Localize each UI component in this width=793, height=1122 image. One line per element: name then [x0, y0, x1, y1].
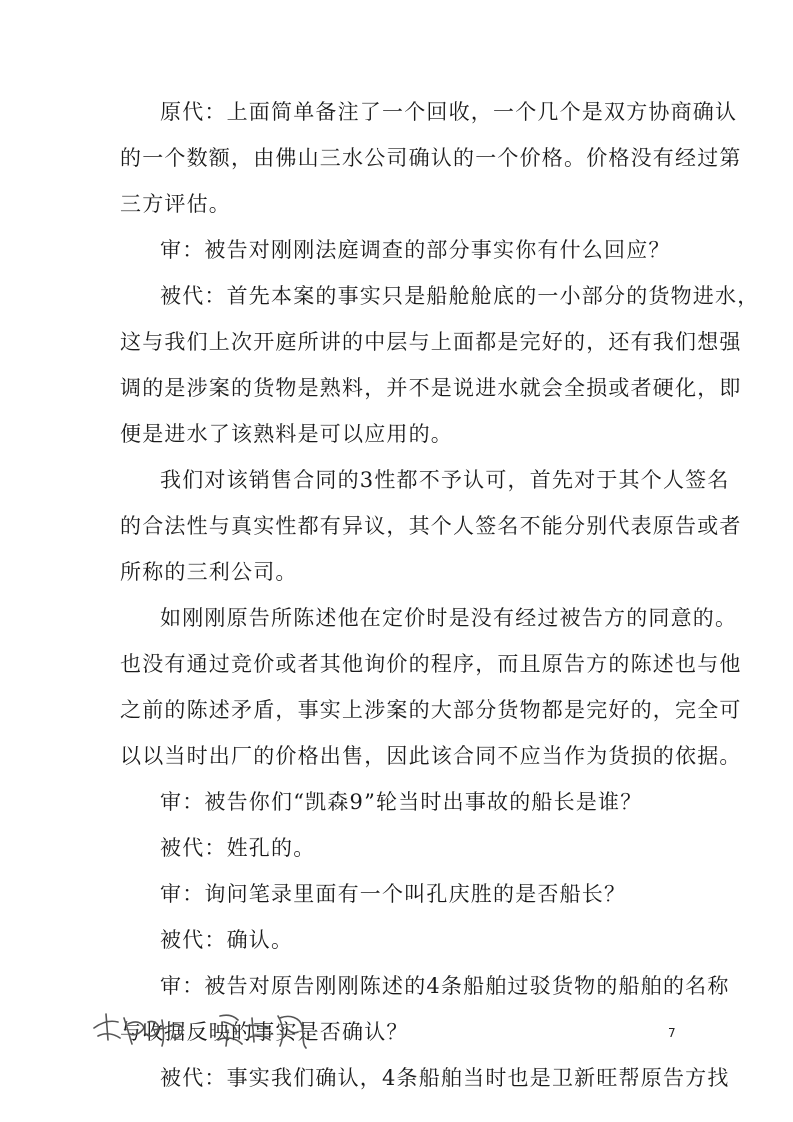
handwritten-signature [88, 1000, 328, 1056]
text-line: 被代：确认。 [160, 928, 294, 952]
text-line: 之前的陈述矛盾，事实上涉案的大部分货物都是完好的，完全可 [120, 698, 742, 722]
text-line: 的一个数额，由佛山三水公司确认的一个价格。价格没有经过第 [120, 146, 742, 170]
text-line: 三方评估。 [120, 192, 231, 216]
text-line: 原代：上面简单备注了一个回收，一个几个是双方协商确认 [160, 100, 738, 124]
text-line: 审：询问笔录里面有一个叫孔庆胜的是否船长？ [160, 882, 627, 906]
text-line: 审：被告对刚刚法庭调查的部分事实你有什么回应？ [160, 238, 671, 262]
text-line: 这与我们上次开庭所讲的中层与上面都是完好的，还有我们想强 [120, 330, 742, 354]
text-line: 调的是涉案的货物是熟料，并不是说进水就会全损或者硬化，即 [120, 376, 742, 400]
text-line: 审：被告对原告刚刚陈述的4条船舶过驳货物的船舶的名称 [160, 974, 730, 998]
text-line: 以以当时出厂的价格出售，因此该合同不应当作为货损的依据。 [120, 744, 742, 768]
page-number: 7 [668, 1026, 676, 1040]
text-line: 便是进水了该熟料是可以应用的。 [120, 422, 453, 446]
text-line: 审：被告你们“凯森9”轮当时出事故的船长是谁？ [160, 790, 643, 814]
text-line: 被代：首先本案的事实只是船舱舱底的一小部分的货物进水， [160, 284, 760, 308]
text-line: 所称的三利公司。 [120, 560, 298, 584]
text-line: 的合法性与真实性都有异议，其个人签名不能分别代表原告或者 [120, 514, 742, 538]
text-line: 我们对该销售合同的3性都不予认可，首先对于其个人签名 [160, 468, 730, 492]
text-line: 被代：姓孔的。 [160, 836, 316, 860]
text-line: 如刚刚原告所陈述他在定价时是没有经过被告方的同意的。 [160, 606, 738, 630]
text-line: 也没有通过竞价或者其他询价的程序，而且原告方的陈述也与他 [120, 652, 742, 676]
text-line: 被代：事实我们确认，4条船舶当时也是卫新旺帮原告方找 [160, 1066, 730, 1090]
text-line: 与收据反映的事实是否确认？ [120, 1020, 409, 1044]
